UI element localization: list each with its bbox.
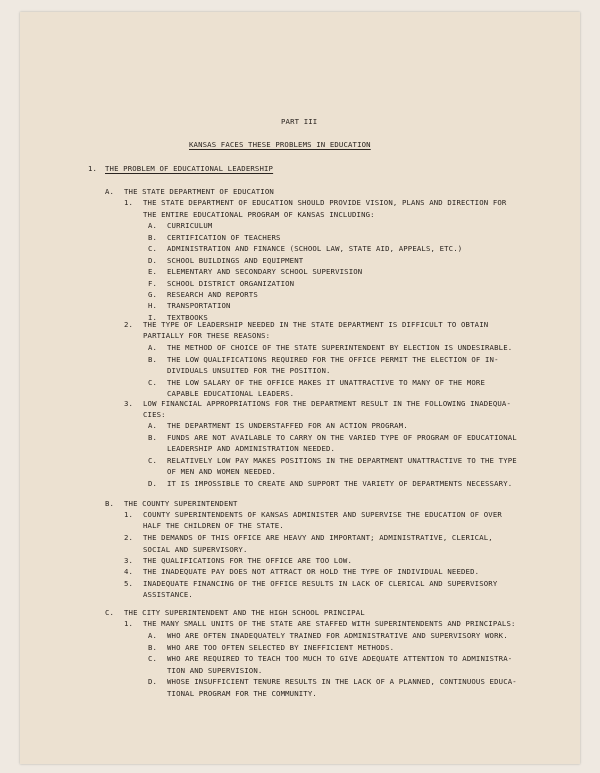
b-item-text: THE QUALIFICATIONS FOR THE OFFICE ARE TOO LOW. bbox=[143, 556, 352, 565]
a2-sub-text: DIVIDUALS UNSUITED FOR THE POSITION. bbox=[167, 366, 331, 375]
a1-sub-text: ADMINISTRATION AND FINANCE (SCHOOL LAW, STATE AID, APPEALS, ETC.) bbox=[167, 244, 463, 253]
a3-sub-text: THE DEPARTMENT IS UNDERSTAFFED FOR AN ACTION PROGRAM. bbox=[167, 421, 408, 430]
subsection-b-letter: B. bbox=[105, 499, 115, 508]
a3-sub-text: LEADERSHIP AND ADMINISTRATION NEEDED. bbox=[167, 444, 336, 453]
c1-text: THE MANY SMALL UNITS OF THE STATE ARE STAFFED WITH SUPERINTENDENTS AND PRINCIPALS: bbox=[143, 619, 516, 628]
b-item-number: 2. bbox=[124, 533, 134, 542]
a1-sub-text: SCHOOL DISTRICT ORGANIZATION bbox=[167, 279, 295, 288]
a2-sub-text: THE METHOD OF CHOICE OF THE STATE SUPERINTENDENT BY ELECTION IS UNDESIRABLE. bbox=[167, 343, 513, 352]
b-item-text: THE DEMANDS OF THIS OFFICE ARE HEAVY AND IMPORTANT; ADMINISTRATIVE, CLERICAL, bbox=[143, 533, 493, 542]
c1-sub-text: TIONAL PROGRAM FOR THE COMMUNITY. bbox=[167, 689, 317, 698]
a3-sub-letter: C. bbox=[148, 456, 158, 465]
c1-sub-text: WHO ARE TOO OFTEN SELECTED BY INEFFICIENT METHODS. bbox=[167, 643, 395, 652]
a1-sub-text: TRANSPORTATION bbox=[167, 301, 231, 310]
c1-sub-letter: C. bbox=[148, 654, 158, 663]
c1-sub-letter: B. bbox=[148, 643, 158, 652]
a3-sub-text: FUNDS ARE NOT AVAILABLE TO CARRY ON THE VARIED TYPE OF PROGRAM OF EDUCATIONAL bbox=[167, 433, 517, 442]
section-title: THE PROBLEM OF EDUCATIONAL LEADERSHIP bbox=[105, 164, 274, 173]
a1-sub-text: CERTIFICATION OF TEACHERS bbox=[167, 233, 281, 242]
b-item-text: THE INADEQUATE PAY DOES NOT ATTRACT OR HOLD THE TYPE OF INDIVIDUAL NEEDED. bbox=[143, 567, 480, 576]
a2-sub-letter: A. bbox=[148, 343, 158, 352]
a2-sub-text: CAPABLE EDUCATIONAL LEADERS. bbox=[167, 389, 295, 398]
a1-sub-letter: A. bbox=[148, 221, 158, 230]
document-subtitle: KANSAS FACES THESE PROBLEMS IN EDUCATION bbox=[189, 140, 371, 149]
subsection-b-heading: THE COUNTY SUPERINTENDENT bbox=[124, 499, 238, 508]
a1-sub-letter: B. bbox=[148, 233, 158, 242]
a1-sub-text: SCHOOL BUILDINGS AND EQUIPMENT bbox=[167, 256, 304, 265]
subsection-a-letter: A. bbox=[105, 187, 115, 196]
a3-sub-text: RELATIVELY LOW PAY MAKES POSITIONS IN THE DEPARTMENT UNATTRACTIVE TO THE TYPE bbox=[167, 456, 517, 465]
a3-sub-letter: A. bbox=[148, 421, 158, 430]
a1-sub-text: ELEMENTARY AND SECONDARY SCHOOL SUPERVISION bbox=[167, 267, 363, 276]
a1-sub-letter: C. bbox=[148, 244, 158, 253]
a2-number: 2. bbox=[124, 320, 134, 329]
a3-text-line: CIES: bbox=[143, 410, 166, 419]
a2-sub-text: THE LOW SALARY OF THE OFFICE MAKES IT UNATTRACTIVE TO MANY OF THE MORE bbox=[167, 378, 486, 387]
subsection-a-heading: THE STATE DEPARTMENT OF EDUCATION bbox=[124, 187, 274, 196]
subsection-c-heading: THE CITY SUPERINTENDENT AND THE HIGH SCHOOL PRINCIPAL bbox=[124, 608, 365, 617]
a1-sub-letter: F. bbox=[148, 279, 158, 288]
c1-sub-letter: A. bbox=[148, 631, 158, 640]
a1-text-line: THE ENTIRE EDUCATIONAL PROGRAM OF KANSAS INCLUDING: bbox=[143, 210, 375, 219]
c1-sub-text: TION AND SUPERVISION. bbox=[167, 666, 263, 675]
a1-sub-text: TEXTBOOKS bbox=[167, 313, 208, 322]
a2-sub-text: THE LOW QUALIFICATIONS REQUIRED FOR THE OFFICE PERMIT THE ELECTION OF IN- bbox=[167, 355, 499, 364]
c1-number: 1. bbox=[124, 619, 134, 628]
a2-text-line: THE TYPE OF LEADERSHIP NEEDED IN THE STATE DEPARTMENT IS DIFFICULT TO OBTAIN bbox=[143, 320, 489, 329]
c1-sub-text: WHO ARE REQUIRED TO TEACH TOO MUCH TO GIVE ADEQUATE ATTENTION TO ADMINISTRA- bbox=[167, 654, 513, 663]
a2-sub-letter: B. bbox=[148, 355, 158, 364]
b-item-text: COUNTY SUPERINTENDENTS OF KANSAS ADMINISTER AND SUPERVISE THE EDUCATION OF OVER bbox=[143, 510, 502, 519]
a3-number: 3. bbox=[124, 399, 134, 408]
a1-sub-letter: D. bbox=[148, 256, 158, 265]
a2-sub-letter: C. bbox=[148, 378, 158, 387]
c1-sub-text: WHOSE INSUFFICIENT TENURE RESULTS IN THE LACK OF A PLANNED, CONTINUOUS EDUCA- bbox=[167, 677, 517, 686]
b-item-number: 4. bbox=[124, 567, 134, 576]
b-item-text: SOCIAL AND SUPERVISORY. bbox=[143, 545, 248, 554]
a2-text-line: PARTIALLY FOR THESE REASONS: bbox=[143, 331, 271, 340]
a1-sub-text: CURRICULUM bbox=[167, 221, 213, 230]
b-item-text: INADEQUATE FINANCING OF THE OFFICE RESULTS IN LACK OF CLERICAL AND SUPERVISORY bbox=[143, 579, 498, 588]
a1-text-line: THE STATE DEPARTMENT OF EDUCATION SHOULD PROVIDE VISION, PLANS AND DIRECTION FOR bbox=[143, 198, 507, 207]
a1-number: 1. bbox=[124, 198, 134, 207]
a3-text-line: LOW FINANCIAL APPROPRIATIONS FOR THE DEPARTMENT RESULT IN THE FOLLOWING INADEQUA- bbox=[143, 399, 511, 408]
b-item-number: 1. bbox=[124, 510, 134, 519]
a1-sub-letter: I. bbox=[148, 313, 158, 322]
a3-sub-letter: D. bbox=[148, 479, 158, 488]
a1-sub-letter: E. bbox=[148, 267, 158, 276]
a1-sub-text: RESEARCH AND REPORTS bbox=[167, 290, 258, 299]
b-item-number: 3. bbox=[124, 556, 134, 565]
a1-sub-letter: G. bbox=[148, 290, 158, 299]
a3-sub-letter: B. bbox=[148, 433, 158, 442]
part-heading: PART III bbox=[281, 117, 318, 126]
b-item-number: 5. bbox=[124, 579, 134, 588]
b-item-text: ASSISTANCE. bbox=[143, 590, 193, 599]
section-number: 1. bbox=[88, 164, 98, 173]
c1-sub-text: WHO ARE OFTEN INADEQUATELY TRAINED FOR ADMINISTRATIVE AND SUPERVISORY WORK. bbox=[167, 631, 508, 640]
a3-sub-text: IT IS IMPOSSIBLE TO CREATE AND SUPPORT THE VARIETY OF DEPARTMENTS NECESSARY. bbox=[167, 479, 513, 488]
a1-sub-letter: H. bbox=[148, 301, 158, 310]
c1-sub-letter: D. bbox=[148, 677, 158, 686]
subsection-c-letter: C. bbox=[105, 608, 115, 617]
b-item-text: HALF THE CHILDREN OF THE STATE. bbox=[143, 521, 284, 530]
a3-sub-text: OF MEN AND WOMEN NEEDED. bbox=[167, 467, 277, 476]
